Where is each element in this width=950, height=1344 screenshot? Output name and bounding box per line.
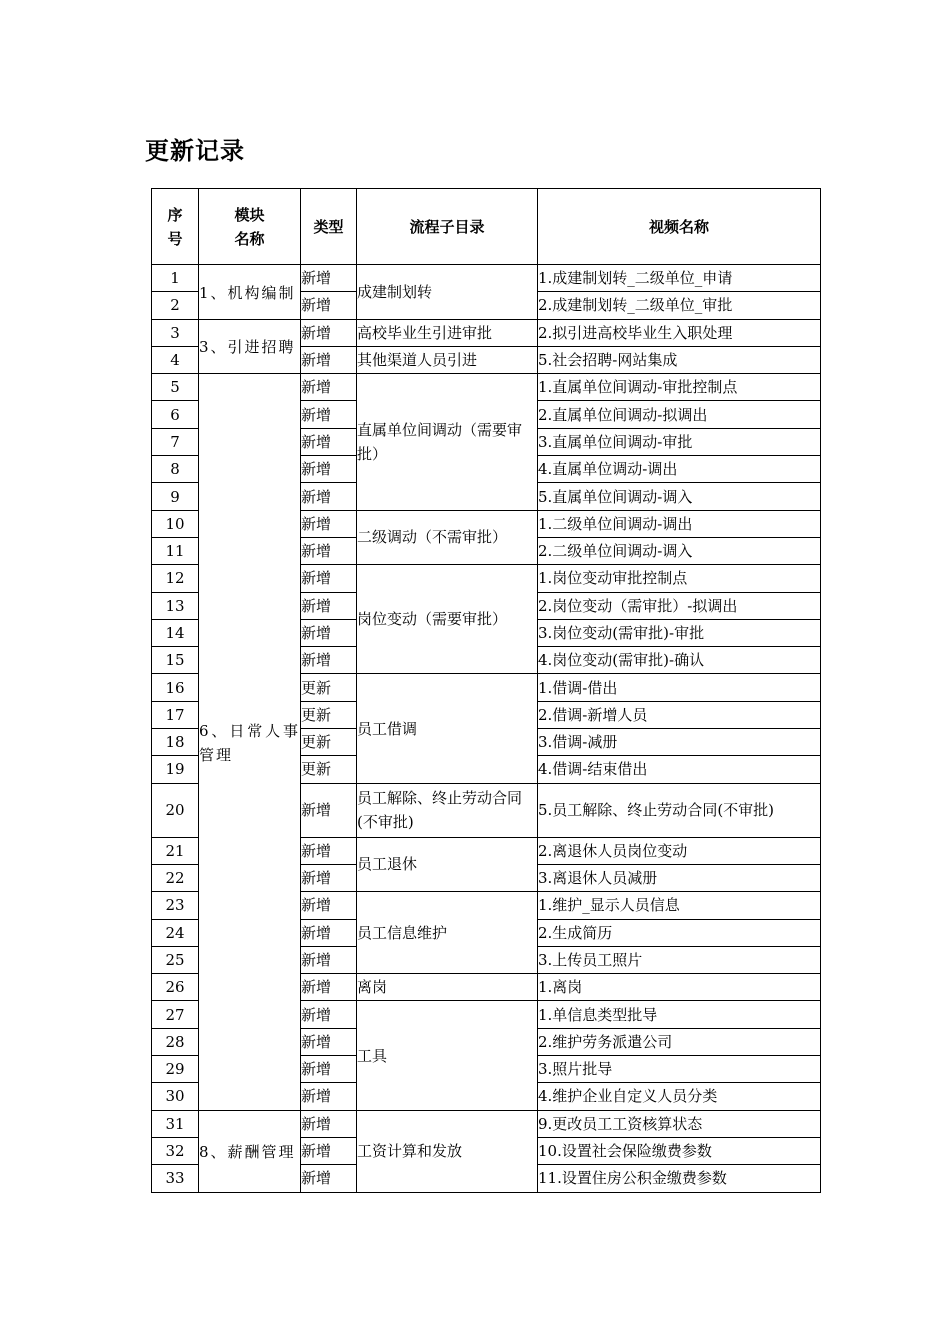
video-name: 3.借调-减册 [538, 729, 821, 756]
table-row [152, 1110, 821, 1137]
row-number: 28 [152, 1028, 199, 1055]
header-module: 模块 名称 [199, 189, 301, 265]
process-directory: 高校毕业生引进审批 [357, 319, 538, 346]
change-type: 新增 [301, 265, 357, 292]
row-number: 7 [152, 428, 199, 455]
video-name: 1.成建制划转_二级单位_申请 [538, 265, 821, 292]
process-directory: 员工借调 [357, 674, 538, 783]
process-directory: 直属单位间调动（需要审批） [357, 374, 538, 510]
change-type: 新增 [301, 1001, 357, 1028]
change-type: 新增 [301, 619, 357, 646]
video-name: 2.借调-新增人员 [538, 701, 821, 728]
table-row [152, 265, 821, 292]
row-number: 26 [152, 974, 199, 1001]
change-type: 新增 [301, 374, 357, 401]
process-directory: 其他渠道人员引进 [357, 346, 538, 373]
change-type: 新增 [301, 892, 357, 919]
row-number: 15 [152, 647, 199, 674]
row-number: 8 [152, 456, 199, 483]
header-video: 视频名称 [538, 189, 821, 265]
video-name: 11.设置住房公积金缴费参数 [538, 1165, 821, 1192]
video-name: 10.设置社会保险缴费参数 [538, 1137, 821, 1164]
change-type: 新增 [301, 647, 357, 674]
row-number: 6 [152, 401, 199, 428]
video-name: 2.维护劳务派遣公司 [538, 1028, 821, 1055]
change-type: 更新 [301, 729, 357, 756]
change-type: 新增 [301, 1110, 357, 1137]
process-directory: 工资计算和发放 [357, 1110, 538, 1192]
table-row [152, 319, 821, 346]
change-type: 新增 [301, 1028, 357, 1055]
header-seq: 序 号 [152, 189, 199, 265]
video-name: 2.生成简历 [538, 919, 821, 946]
change-type: 新增 [301, 565, 357, 592]
change-type: 更新 [301, 756, 357, 783]
change-type: 新增 [301, 1083, 357, 1110]
video-name: 1.直属单位间调动-审批控制点 [538, 374, 821, 401]
video-name: 4.维护企业自定义人员分类 [538, 1083, 821, 1110]
process-directory: 二级调动（不需审批） [357, 510, 538, 565]
video-name: 3.岗位变动(需审批)-审批 [538, 619, 821, 646]
video-name: 5.社会招聘-网站集成 [538, 346, 821, 373]
row-number: 12 [152, 565, 199, 592]
row-number: 11 [152, 537, 199, 564]
module-name-cell [199, 265, 301, 320]
video-name: 2.直属单位间调动-拟调出 [538, 401, 821, 428]
video-name: 1.岗位变动审批控制点 [538, 565, 821, 592]
row-number: 5 [152, 374, 199, 401]
module-name-cell [199, 374, 301, 1110]
row-number: 31 [152, 1110, 199, 1137]
module-name-cell [199, 319, 301, 374]
video-name: 4.借调-结束借出 [538, 756, 821, 783]
change-type: 新增 [301, 483, 357, 510]
change-type: 更新 [301, 701, 357, 728]
change-type: 新增 [301, 428, 357, 455]
video-name: 1.二级单位间调动-调出 [538, 510, 821, 537]
video-name: 3.直属单位间调动-审批 [538, 428, 821, 455]
change-type: 新增 [301, 592, 357, 619]
video-name: 2.拟引进高校毕业生入职处理 [538, 319, 821, 346]
row-number: 32 [152, 1137, 199, 1164]
video-name: 1.借调-借出 [538, 674, 821, 701]
change-type: 新增 [301, 292, 357, 319]
row-number: 13 [152, 592, 199, 619]
row-number: 33 [152, 1165, 199, 1192]
row-number: 21 [152, 837, 199, 864]
header-process: 流程子目录 [357, 189, 538, 265]
change-type: 新增 [301, 974, 357, 1001]
row-number: 1 [152, 265, 199, 292]
change-type: 新增 [301, 946, 357, 973]
row-number: 22 [152, 864, 199, 891]
change-type: 新增 [301, 1056, 357, 1083]
row-number: 3 [152, 319, 199, 346]
process-directory: 工具 [357, 1001, 538, 1110]
row-number: 27 [152, 1001, 199, 1028]
row-number: 10 [152, 510, 199, 537]
row-number: 9 [152, 483, 199, 510]
table-header-row [152, 189, 821, 265]
video-name: 2.岗位变动（需审批）-拟调出 [538, 592, 821, 619]
process-directory: 员工信息维护 [357, 892, 538, 974]
row-number: 14 [152, 619, 199, 646]
video-name: 1.单信息类型批导 [538, 1001, 821, 1028]
row-number: 20 [152, 783, 199, 837]
row-number: 16 [152, 674, 199, 701]
row-number: 30 [152, 1083, 199, 1110]
row-number: 25 [152, 946, 199, 973]
module-name: 1、机构编制 [199, 283, 296, 302]
change-type: 新增 [301, 783, 357, 837]
change-type: 新增 [301, 1165, 357, 1192]
process-directory: 员工解除、终止劳动合同(不审批) [357, 783, 538, 837]
process-directory: 员工退休 [357, 837, 538, 892]
video-name: 2.离退休人员岗位变动 [538, 837, 821, 864]
video-name: 5.直属单位间调动-调入 [538, 483, 821, 510]
video-name: 2.成建制划转_二级单位_审批 [538, 292, 821, 319]
video-name: 4.岗位变动(需审批)-确认 [538, 647, 821, 674]
video-name: 9.更改员工工资核算状态 [538, 1110, 821, 1137]
change-type: 新增 [301, 456, 357, 483]
row-number: 19 [152, 756, 199, 783]
video-name: 1.维护_显示人员信息 [538, 892, 821, 919]
row-number: 17 [152, 701, 199, 728]
video-name: 4.直属单位调动-调出 [538, 456, 821, 483]
change-type: 新增 [301, 346, 357, 373]
video-name: 1.离岗 [538, 974, 821, 1001]
change-type: 新增 [301, 510, 357, 537]
process-directory: 离岗 [357, 974, 538, 1001]
change-type: 新增 [301, 864, 357, 891]
change-type: 新增 [301, 319, 357, 346]
video-name: 5.员工解除、终止劳动合同(不审批) [538, 783, 821, 837]
row-number: 18 [152, 729, 199, 756]
process-directory: 岗位变动（需要审批） [357, 565, 538, 674]
row-number: 24 [152, 919, 199, 946]
module-name: 6、日常人事管理 [199, 721, 300, 764]
process-directory: 成建制划转 [357, 265, 538, 320]
row-number: 29 [152, 1056, 199, 1083]
change-type: 新增 [301, 401, 357, 428]
module-name: 8、薪酬管理 [199, 1143, 296, 1162]
update-record-table [151, 188, 821, 1193]
change-type: 新增 [301, 919, 357, 946]
module-name-cell [199, 1110, 301, 1192]
change-type: 新增 [301, 837, 357, 864]
video-name: 2.二级单位间调动-调入 [538, 537, 821, 564]
page-title: 更新记录 [145, 136, 245, 165]
change-type: 新增 [301, 1137, 357, 1164]
header-type: 类型 [301, 189, 357, 265]
video-name: 3.离退休人员减册 [538, 864, 821, 891]
row-number: 23 [152, 892, 199, 919]
change-type: 更新 [301, 674, 357, 701]
module-name: 3、引进招聘 [199, 338, 296, 357]
row-number: 2 [152, 292, 199, 319]
video-name: 3.上传员工照片 [538, 946, 821, 973]
video-name: 3.照片批导 [538, 1056, 821, 1083]
row-number: 4 [152, 346, 199, 373]
table-body [152, 265, 821, 1193]
change-type: 新增 [301, 537, 357, 564]
table-row [152, 374, 821, 401]
